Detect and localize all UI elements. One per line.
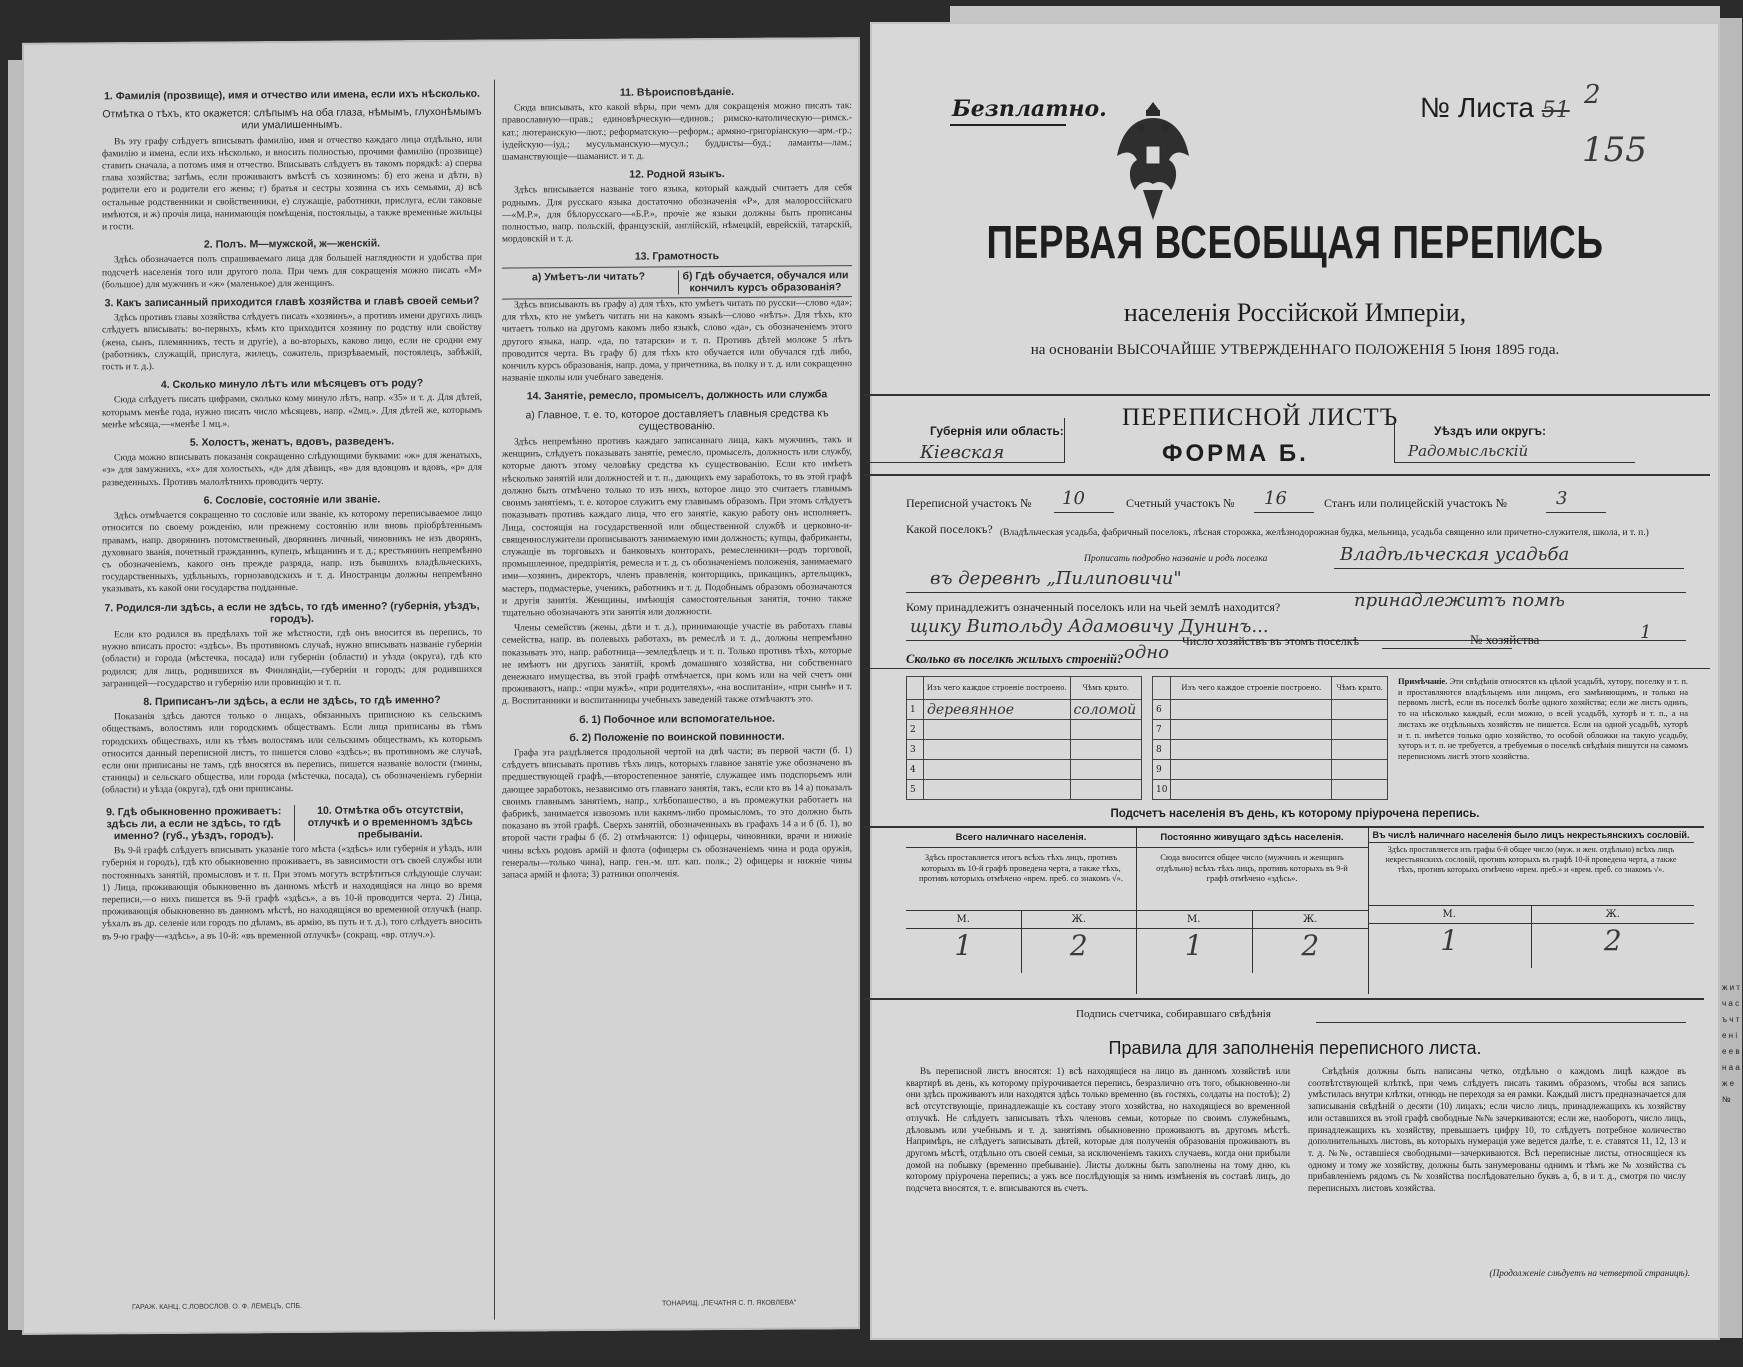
buildings-table-2	[1152, 676, 1388, 800]
section-7-title: 7. Родился-ли здѣсь, а если не здѣсь, то гдѣ именно? (губернія, уѣздъ, городъ).	[104, 599, 480, 625]
owner-label: Кому принадлежитъ означенный поселокъ или на чьей землѣ находится?	[906, 600, 1281, 614]
section-5-text: Сюда можно вписывать показанія сокращенно слѣдующими буквами: «ж» для женатыхъ, «з» для замужнихъ, «х» для холостыхъ, «д» для дѣвицъ, «в» для вдовцовъ и вдовъ, «р» для разведенныхъ. Противъ малолѣтнихъ проводить черту.	[102, 450, 482, 489]
count-col-permanent-values	[1136, 928, 1368, 973]
section-14-b2-title: б. 2) Положеніе по воинской повинности.	[569, 730, 785, 744]
count-col-permanent-mf-head	[1136, 910, 1368, 928]
census-main-title: ПЕРВАЯ ВСЕОБЩАЯ ПЕРЕПИСЬ	[986, 216, 1604, 268]
instructions-column-2	[502, 79, 852, 1311]
right-page-census-form	[870, 22, 1720, 1340]
table-row	[907, 740, 1142, 760]
bld-row-roof	[1070, 720, 1141, 740]
table-row	[907, 720, 1142, 740]
count-col-permanent-text: Сюда вносится общее число (мужчинъ и женщинъ отдѣльно) всѣхъ тѣхъ лицъ, противъ которыхъ въ 9-й графѣ отмѣчено «здѣсь».	[1156, 852, 1348, 884]
district-value: 10	[1062, 488, 1085, 509]
table-row	[1153, 700, 1388, 720]
count-col-total-m-value: 1	[906, 929, 1022, 973]
rules-continuation: (Продолженіе слѣдуетъ на четвертой страницѣ).	[1489, 1268, 1690, 1278]
bld-row-material	[924, 740, 1071, 760]
free-of-charge-label: Безплатно.	[952, 96, 1107, 122]
settlement-hint-2: Прописать подробно названіе и родъ поселка	[1084, 554, 1268, 564]
enumerator-signature-label: Подпись счетчика, собиравшаго свѣдѣнія	[1076, 1008, 1271, 1020]
bld-row-roof	[1070, 760, 1141, 780]
section-12-text: Здѣсь вписывается названіе того языка, который каждый считаетъ для себя роднымъ. Для русскаго языка достаточно обозначенія «Р», для малороссійскаго—«М.Р.», для бѣлорусскаго—«Б.Р.», прочіе же языки должны быть прописаны полностью, напр. польскій, французскій, англійскій, нѣмецкій, еврейскій, татарскій, мордовскій и т. д.	[502, 183, 852, 245]
count-col-permanent-m-label: М.	[1136, 911, 1253, 928]
count-col-nonpeasant-text: Здѣсь проставляется изъ графы 6-й общее число (муж. и жен. отдѣльно) всѣхъ лицъ некрестьянскихъ сословій, противъ которыхъ въ графѣ 10-й проведена черта, а также тѣхъ, противъ которыхъ отмѣчено «врем. преб.» и «врем. преб. со знакомъ √».	[1385, 845, 1677, 874]
sheet-number-handwritten: 51	[1541, 98, 1570, 123]
form-header-bottom-rule	[864, 474, 1710, 476]
section-3-text: Здѣсь противъ главы хозяйства слѣдуетъ писать «хозяинъ», а противъ имени другихъ лицъ слѣдуетъ вписывать: во-первыхъ, кѣмъ кто приходится хозяину по родству или свойству (жена, сынъ, племянникъ, тесть и другіе), а во-вторыхъ, каково лицо, если не сродни ему (работникъ, служащій, прислуга, жилецъ, сожитель, призрѣваемый, постоялецъ, забѣжій, гость и т. д.).	[102, 310, 482, 373]
sheet-number-label	[1420, 92, 1570, 124]
owner-value-2: щику Витольду Адамовичу Дунинъ...	[910, 616, 1269, 637]
count-col-permanent-f-label: Ж.	[1303, 914, 1318, 925]
settlement-label: Какой поселокъ?	[906, 522, 993, 536]
section-14-title: 14. Занятіе, ремесло, промыселъ, должность или служба	[526, 388, 828, 403]
imperial-eagle-crest-icon	[1113, 94, 1193, 226]
buildings-note-text: Эти свѣдѣнія относятся къ цѣлой усадьбѣ, хутору, поселку и т. п. и проставляются владѣльцемъ или лицомъ, его замѣняющимъ, и только на первомъ листѣ, если въ поселкѣ болѣе одного хозяйства; если же листъ одинъ, то на нѣсколько каждый, если можно, о всей усадьбѣ, хуторѣ и т. п., а на листахъ же отдѣльныхъ хозяйствъ не пишется. Если на одной усадьбѣ, хуторѣ и т. п. имѣется только одно хозяйство, то особой обложки на такую усадьбу, хуторъ и т. п. не требуется, а требуемыя о поселкѣ свѣдѣнія пишутся на самомъ переписномъ листѣ этого хозяйства.	[1398, 676, 1688, 761]
section-9-title: 9. Гдѣ обыкновенно проживаетъ: здѣсь ли, а если не здѣсь, то гдѣ именно? (губ., уѣздъ, городъ).	[106, 804, 282, 843]
section-12-title: 12. Родной языкъ.	[629, 168, 725, 181]
uezd-label: Уѣздъ или округъ:	[1434, 424, 1547, 438]
bld-row-number: 1	[907, 700, 924, 720]
bld-row-number: 9	[1153, 760, 1171, 780]
bld-col-material-header: Изъ чего каждое строеніе построено.	[924, 677, 1071, 700]
bld-row-material: деревянное	[924, 700, 1071, 720]
section-13b-title: б) Гдѣ обучается, обучался или кончилъ курсъ образованія?	[678, 269, 849, 295]
bld-row-roof	[1070, 780, 1141, 800]
stan-label: Станъ или полицейскій участокъ №	[1324, 496, 1508, 510]
bld-row-number: 3	[907, 740, 924, 760]
count-col-permanent-m-value: 1	[1136, 929, 1253, 973]
table-row	[907, 760, 1142, 780]
sheet-number-handwritten-3: 155	[1582, 130, 1647, 170]
bld-row-material	[924, 760, 1071, 780]
households-label: Число хозяйствъ въ этомъ поселкѣ	[1182, 634, 1360, 648]
buildings-note	[1398, 676, 1688, 762]
section-7-text: Если кто родился въ предѣлахъ той же мѣстности, гдѣ онъ вносится въ перепись, то нужно вписать просто: «здѣсь». Въ противномъ случаѣ, нужно вписывать названіе губерніи (области) и города (мѣстечка, посада) или губерніи (области) и уѣзда (округа), гдѣ кто родился; для лицъ, родившихся въ Финляндіи,—губерніи и городъ; для родившихся заграницей—государство и губернію или провинцію и т. п.	[102, 627, 482, 690]
bld-col-roof-header-2: Чѣмъ крыто.	[1332, 677, 1388, 700]
next-sheet-edge-text: ж и т ч а с ъ ч т е н і е е в н а а ж е №	[1722, 983, 1740, 1104]
count-col-nonpeasant	[1368, 828, 1694, 994]
section-13-subheads	[502, 265, 852, 300]
district-label: Переписной участокъ №	[906, 496, 1032, 510]
section-8-text: Показанія здѣсь даются только о лицахъ, обязанныхъ приписною къ сельскимъ обществамъ, волостямъ или городскимъ обществамъ. Если лица приписаны въ тѣмъ городскихъ обществахъ, или къ тѣмъ волостямъ или сельскимъ обществамъ, къ которымъ относится данный переписной листъ, то пишется слово «здѣсь»; въ противномъ же случаѣ, если они приписаны не тамъ, гдѣ вносятся въ перепись, пишется названіе волости (гмины, станицы) и сельскаго общества, или города (мѣстечка, посада), съ обозначеніемъ губерніи (области) и уѣзда (округа), гдѣ они приписаны.	[102, 709, 482, 796]
form-rule-mid	[864, 668, 1710, 669]
form-subtitle: ФОРМА Б.	[1162, 440, 1309, 467]
section-13a-title: а) Умѣетъ-ли читать?	[532, 270, 645, 284]
sheet-number-label-text: № Листа	[1420, 92, 1534, 123]
buildings-value: одно	[1124, 642, 1169, 663]
section-13-title: 13. Грамотность	[634, 250, 720, 264]
section-11-title: 11. Вѣроисповѣданіе.	[619, 85, 735, 99]
count-col-total-head: Всего наличнаго населенія.	[906, 828, 1136, 848]
free-label-underline	[950, 124, 1066, 126]
section-11-text: Сюда вписывать, кто какой вѣры, при чемъ для сокращенія можно писать так: православную—прав.; единовѣрческую—единов.; римско-католическую—римск.-кат.; лютеранскую—лют.; реформатскую—реформ.; армяно-григоріанскую—арм.-гр.; іудейскую—іуд.; мусульманскую—мусул.; буддисты—буд.; ламаиты—лам.; шаманствующіе—шаманист. и т. д.	[502, 101, 852, 163]
rules-left-column	[906, 1066, 1290, 1286]
form-header-top-rule	[864, 394, 1710, 396]
section-6-title: 6. Сословіе, состояніе или званіе.	[203, 493, 381, 507]
bld-row-number: 2	[907, 720, 924, 740]
section-14-text-2: Члены семействъ (жены, дѣти и т. д.), принимающіе участіе въ работахъ главы семейства, напр. въ полевыхъ работахъ, въ ремеслѣ и т. д., должны непремѣнно показывать это, напр. работница—земледѣлецъ и т. п. Только противъ тѣхъ, которые не имѣютъ ни другихъ занятій, кромѣ домашняго хозяйства, ни собственнаго денежнаго имущества, въ этой графѣ отмѣчается, при комъ или на чей счетъ они проживаютъ, напр.: «при мужѣ», «при родителяхъ», «на воспитаніи», «при сынѣ» и т. д. Воспитанники и воспитанницы учебныхъ заведеній также отмѣчаютъ это.	[502, 621, 852, 707]
count-col-permanent-head: Постоянно живущаго здѣсь населенія.	[1136, 828, 1368, 848]
stan-underline	[1546, 512, 1606, 513]
section-1-text: Въ эту графу слѣдуетъ вписывать фамилію, имя и отчество каждаго лица отдѣльно, или фамилію и имена, если ихъ нѣсколько, и вносить полностью, прочими фамилію (прозвище) ставить сначала, а потомъ имя и отчество. Вписывать слѣдуетъ въ такомъ порядкѣ: а) сперва глава хозяйства; затѣмъ, если проживаютъ вмѣстѣ съ хозяиномъ: б) его жена и дѣти, в) родители его и родители его жены; г) братья и сестры хозяина съ ихъ семьями, д) всѣ остальные родственники и свойственники, е) служащіе, работники, прислуга, если таковые имѣются, и ж) прочія лица, нанимающія помѣщенія, постояльцы, а также временные жильцы и гости.	[102, 134, 482, 233]
rules-title: Правила для заполненія переписного листа.	[1108, 1038, 1482, 1058]
count-col-nonpeasant-f-value: 2	[1603, 924, 1622, 957]
rules-right-text: Свѣдѣнія должны быть написаны четко, отдѣльно о каждомъ лицѣ каждое въ соотвѣтствующей клѣткѣ, при чемъ слѣдуетъ писать такимъ образомъ, чтобы вся запись умѣстилась внутри клѣтки, отнюдь не переходя за ея рамки. Каждый листъ предназначается для записыванія свѣдѣній о десяти (10) лицахъ; если число лицъ, принадлежащихъ къ хозяйству или оставшихся въ этой графѣ свободные №№ зачеркиваются; если же, наоборотъ, число лицъ, принадлежащихъ къ хозяйству, превышаетъ цифру 10, то слѣдуетъ потребное количество дополнительныхъ листовъ, въ которыхъ нумерація уже ведется далѣе, т. е. ставятся 11, 12, 13 и т. д. №№, оставшіеся свободными—зачеркиваются. Всѣ переписные листы, относящіеся къ одному и тому же хозяйству, должны быть занумерованы однимъ и тѣмъ же № хозяйства съ прибавленіемъ рядомъ съ № хозяйства послѣдовательно буквъ а, б, в и т. д., смотря по числу переписныхъ листовъ хозяйства.	[1308, 1066, 1686, 1194]
census-legal-basis: на основаніи ВЫСОЧАЙШЕ УТВЕРЖДЕННАГО ПОЛОЖЕНІЯ 5 Іюня 1895 года.	[1030, 342, 1560, 358]
page-stack-edge-top	[950, 6, 1720, 22]
count-col-total-mf-head	[906, 910, 1136, 928]
section-14-subtitle: а) Главное, т. е. то, которое доставляетъ главныя средства къ существованію.	[525, 406, 829, 433]
bld-row-number: 4	[907, 760, 924, 780]
buildings-label: Сколько въ поселкѣ жилыхъ строеній?	[906, 652, 1124, 666]
buildings-note-title: Примѣчаніе.	[1398, 676, 1448, 686]
section-5-title: 5. Холостъ, женатъ, вдовъ, разведенъ.	[189, 435, 395, 449]
section-8-title: 8. Приписанъ-ли здѣсь, а если не здѣсь, то гдѣ именно?	[143, 693, 441, 709]
count-district-underline	[1254, 512, 1314, 513]
table-row	[1153, 740, 1388, 760]
count-col-total-values	[906, 928, 1136, 973]
settlement-underline-1	[1334, 568, 1684, 569]
count-col-nonpeasant-values	[1368, 923, 1694, 968]
left-footer-printer-1: ГАРАЖ. КАНЦ. С.ЛОВОСЛОВ. О. Ф. ЛЕМЕЦЪ, СПБ.	[132, 1302, 302, 1312]
bld-row-number: 7	[1153, 720, 1171, 740]
left-page-instructions	[22, 37, 860, 1335]
settlement-value-2: въ деревнѣ „Пилиповичи"	[930, 568, 1182, 589]
table-row	[907, 700, 1142, 720]
households-underline	[1382, 648, 1512, 649]
population-count-title: Подсчетъ населенія въ день, къ которому пріурочена перепись.	[1110, 808, 1480, 820]
count-col-nonpeasant-f-label: Ж.	[1605, 909, 1620, 920]
form-title: ПЕРЕПИСНОЙ ЛИСТЪ	[1122, 404, 1399, 431]
count-col-nonpeasant-m-value: 1	[1368, 924, 1532, 968]
census-subtitle: населенія Россійской Имперіи,	[1123, 298, 1467, 327]
count-col-total-text: Здѣсь проставляется итогъ всѣхъ тѣхъ лицъ, противъ которыхъ въ 10-й графѣ проведена черта, а также тѣхъ, противъ которыхъ отмѣчено «врем. преб. со знакомъ √».	[918, 852, 1124, 884]
district-underline	[1054, 512, 1114, 513]
signature-underline	[1316, 1022, 1686, 1023]
count-col-nonpeasant-head: Въ числѣ наличнаго населенія было лицъ некрестьянскихъ сословій.	[1368, 828, 1694, 843]
uezd-value: Радомысльскій	[1408, 442, 1529, 460]
count-district-value: 16	[1264, 488, 1287, 509]
province-value: Кіевская	[920, 442, 1005, 463]
table-row	[907, 780, 1142, 800]
section-4-text: Сюда слѣдуетъ писать цифрами, сколько кому минуло лѣтъ, напр. «35» и т. д. Для дѣтей, которымъ менѣе года, нужно писать число мѣсяцевъ, напр. «2мц.». Для дѣтей же, которымъ менѣе мѣсяца,—«менѣе 1 мц.».	[102, 393, 482, 431]
section-1-title: 1. Фамилія (прозвище), имя и отчество или имена, если ихъ нѣсколько.	[104, 87, 480, 103]
settlement-hint: (Владѣльческая усадьба, фабричный поселокъ, лѣсная сторожка, желѣзнодорожная будка, мельница, усадьба священно или причетно-служителя, школа, и т. п.)	[1000, 528, 1649, 538]
section-9-text: Въ 9-й графѣ слѣдуетъ вписывать указаніе того мѣста («здѣсь» или губернія и уѣздъ, или губернія и городъ), гдѣ кто обыкновенно проживаетъ, въ зависимости отъ своей службы или постоянныхъ занятій, промысловъ и т. п. При этомъ могутъ встрѣтиться слѣдующіе случаи: 1) Лица, проживающія обыкновенно въ данномъ мѣстѣ и находящіяся на лицо во время переписи,—о нихъ пишется въ 9-й графѣ «здѣсь», а въ 10-й проводится черта. 2) Лица, проживающія обыкновенно въ данномъ мѣстѣ, но находящіяся во временной отлучкѣ (напр. уѣхалъ въ др. селеніе или городъ по дѣламъ, въ армію, въ путь и т. д.), того слѣдуетъ вносить въ 9-ю графу—«здѣсь», а въ 10-й: «въ временной отлучкѣ» (сокращ. «вр. отлуч.»).	[102, 843, 482, 942]
count-district-label: Счетный участокъ №	[1126, 496, 1235, 510]
rules-right-column	[1308, 1066, 1686, 1262]
section-9-10-headers	[102, 797, 482, 845]
section-6-text: Здѣсь отмѣчается сокращенно то сословіе или званіе, къ которому переписываемое лицо относится по своему рожденію, или прежнему состоянію или вновь пріобрѣтеннымъ правамъ, напр. дворянинъ потомственный, дворянинъ личный, чиновникъ не изъ дворянъ, духовнаго званія, почетный гражданинъ, купецъ, мѣщанинъ и т. д.; крестьянинъ непремѣнно съ обозначеніемъ, какого онъ прежде разряда, напр. изъ бывшихъ владѣльческихъ, государственныхъ, удѣльныхъ, горнозаводскихъ и т. д. Иностранцы должны непремѣнно указывать, къ какой они государства подданные.	[102, 508, 482, 595]
bld-row-number: 8	[1153, 740, 1171, 760]
section-14-text-3: Графа эта раздѣляется продольной чертой на двѣ части; въ первой части (б. 1) слѣдуетъ вписывать противъ тѣхъ лицъ, которыхъ главное занятіе уже обозначено въ предшествующей графѣ,—второстепенное занятіе, служащее имъ подспорьемъ или дающее заработокъ, независимо отъ главнаго занятія, такъ, если кто въ 14 а) показалъ своимъ главнымъ занятіемъ, напр., хлѣбопашество, а въ промежутки работаетъ на фабрикѣ, занимается извозомъ или какимъ-либо промысломъ, то это должно быть показано въ этой графѣ. Сверхъ занятій, обозначенныхъ въ графахъ 14 а и б (б. 1), во второй части графы б (б. 2) отмѣчаются: 1) офицеры, чиновники, врачи и нижніе чины всѣхъ родовъ армій и флота (офицеры съ обозначеніемъ чина и рода оружія, генералы—только чина), напр. ген.-м. шт. кап. полк.; 2) офицеры и нижніе чины запаса армій и флота; 3) ратники ополченія.	[502, 746, 852, 881]
settlement-value-1: Владѣльческая усадьба	[1340, 544, 1570, 565]
bld-row-material	[924, 780, 1071, 800]
settlement-underline-2	[906, 592, 1686, 593]
stan-value: 3	[1556, 488, 1568, 509]
table-row	[1153, 720, 1388, 740]
table-row	[1153, 780, 1388, 800]
province-label: Губернія или область:	[930, 424, 1064, 438]
bld-row-material	[924, 720, 1071, 740]
rules-left-text: Въ переписной листъ вносятся: 1) всѣ находящіеся на лицо въ данномъ хозяйствѣ или квартирѣ въ день, къ которому пріурочивается перепись, безразлично отъ того, обыкновенно-ли они здѣсь проживаютъ или находятся здѣсь только временно (въ гостяхъ, солдаты на постоѣ); 2) всѣ отсутствующіе, принадлежащіе къ составу этого хозяйства, но находящіеся во временной отлучкѣ. Не слѣдуетъ записывать тѣхъ членовъ семьи, которые по своимъ служебнымъ, дѣловымъ или учебнымъ и т. д. занятіямъ обыкновенно проживаютъ въ другомъ мѣстѣ. Напримѣръ, не слѣдуетъ записывать дѣтей, которые для полученія образованія проживаютъ въ другомъ мѣстѣ, отдѣльно отъ своей семьи, за исключеніемъ такихъ случаевъ, когда они прибыли домой на побывку (временно пребываніе). Листы должны быть заполнены на тому дню, къ которому пріурочена перепись; а ужъ все послѣдующія за нимъ измѣненія въ составѣ лицъ, до подсчета вносятся, т. е. вписываются въ счетъ.	[906, 1066, 1290, 1194]
count-col-permanent-f-value: 2	[1301, 929, 1320, 962]
bld-row-roof: соломой	[1070, 700, 1141, 720]
table-row	[1153, 760, 1388, 780]
section-4-title: 4. Сколько минуло лѣтъ или мѣсяцевъ отъ роду?	[160, 377, 424, 392]
section-3-title: 3. Какъ записанный приходится главѣ хозяйства и главѣ своей семьи?	[104, 294, 480, 310]
buildings-table-1	[906, 676, 1142, 800]
instructions-column-1	[102, 82, 482, 1315]
sheet-number-handwritten-2: 2	[1584, 80, 1601, 110]
section-14-text: Здѣсь непремѣнно противъ каждаго записаннаго лица, какъ мужчинъ, такъ и женщинъ, слѣдуетъ показывать занятіе, ремесло, промыселъ, должность или службу, которые даютъ этому человѣку средства къ существованію. Если кто имѣетъ нѣсколько занятій или должностей и т. п., дающихъ ему заработокъ, то въ этой графѣ должно быть отмѣчено только то изъ нихъ, которое лицо это считаетъ главнымъ своимъ занятіемъ, т. е. которое служитъ ему главнымъ образомъ. При этомъ слѣдуетъ показывать противъ каждаго лица, что его занятіе, какую работу онъ исполняетъ. Лица, состоящія на государственной или общественной службѣ и церковно-и-священнослужители прописываютъ занимаемую ими должность; купцы, фабриканты, служащіе въ торговыхъ и банковыхъ конторахъ, ремесленники—родъ торговой, промышленное, предпріятія, ремесла и т. д. съ обозначеніемъ положенія, занимаемаго ими—хозяинъ, директоръ, членъ правленія, конторщикъ, прикащикъ, артельщикъ, мастеръ, подмастерье, ученикъ, работникъ и т. д. Подобнымъ образомъ обозначаются и другія занятія. Женщины, имѣющія самостоятельныя занятія, точно также тщательно обозначаютъ эти занятія или должности.	[502, 435, 852, 619]
count-col-permanent	[1136, 828, 1369, 994]
count-col-total-m-label: М.	[906, 911, 1022, 928]
section-1-subtitle: Отмѣтка о тѣхъ, кто окажется: слѣпымъ на оба глаза, нѣмымъ, глухонѣмымъ или умалишеннымъ.	[102, 105, 482, 132]
bld-col-roof-header: Чѣмъ крыто.	[1070, 677, 1141, 700]
section-14-b1-title: б. 1) Побочное или вспомогательное.	[579, 712, 775, 726]
household-number-label: № хозяйства	[1470, 632, 1540, 647]
bld-row-number: 6	[1153, 700, 1171, 720]
count-col-nonpeasant-m-label: М.	[1368, 906, 1532, 923]
section-2-text: Здѣсь обозначается полъ спрашиваемаго лица для большей наглядности и удобства при подсчетѣ населенія того или другого пола. При чемъ для сокращенія можно писать «М» (большое) для мужчинъ и «ж» (маленькое) для женщинъ.	[102, 253, 482, 291]
column-divider	[494, 80, 495, 1320]
household-number-value: 1	[1640, 622, 1652, 643]
bld-row-number: 10	[1153, 780, 1171, 800]
count-col-total	[906, 828, 1137, 994]
count-col-total-f-value: 2	[1069, 929, 1088, 962]
left-footer-printer-2: ТОНАРИЩ. „ПЕЧАТНЯ С. П. ЯКОВЛЕВА"	[662, 1299, 797, 1308]
count-col-total-f-label: Ж.	[1071, 914, 1086, 925]
count-col-nonpeasant-mf-head	[1368, 905, 1694, 923]
section-13-text: Здѣсь вписывають въ графу а) для тѣхъ, кто умѣетъ читать по русски—слово «да»; для тѣхъ, кто не умѣетъ читать ни на какомъ языкѣ—слово «нѣтъ». Для тѣхъ, кто читаетъ только на другомъ какомъ либо языкѣ, слово «да», съ обозначеніемъ этого другого языка, напр. «да, по татарски» и т. п. Противъ дѣтей моложе 5 лѣтъ проводится черта. Въ графу б) для тѣхъ кто обучается или обучался гдѣ либо, кончилъ курсъ образованія, напр. дома, у причетника, въ полку и т. д. или сокращенно названіе школы или учебнаго заведенія.	[502, 298, 852, 384]
bld-row-roof	[1070, 740, 1141, 760]
section-10-title: 10. Отмѣтка объ отсутствіи, отлучкѣ и о временномъ здѣсь пребываніи.	[294, 803, 483, 841]
bld-col-material-header-2: Изъ чего каждое строеніе построено.	[1171, 677, 1332, 700]
owner-value-1: принадлежитъ помѣ	[1354, 590, 1565, 611]
bld-row-number: 5	[907, 780, 924, 800]
section-2-title: 2. Полъ. М—мужской, ж—женскій.	[203, 237, 381, 251]
